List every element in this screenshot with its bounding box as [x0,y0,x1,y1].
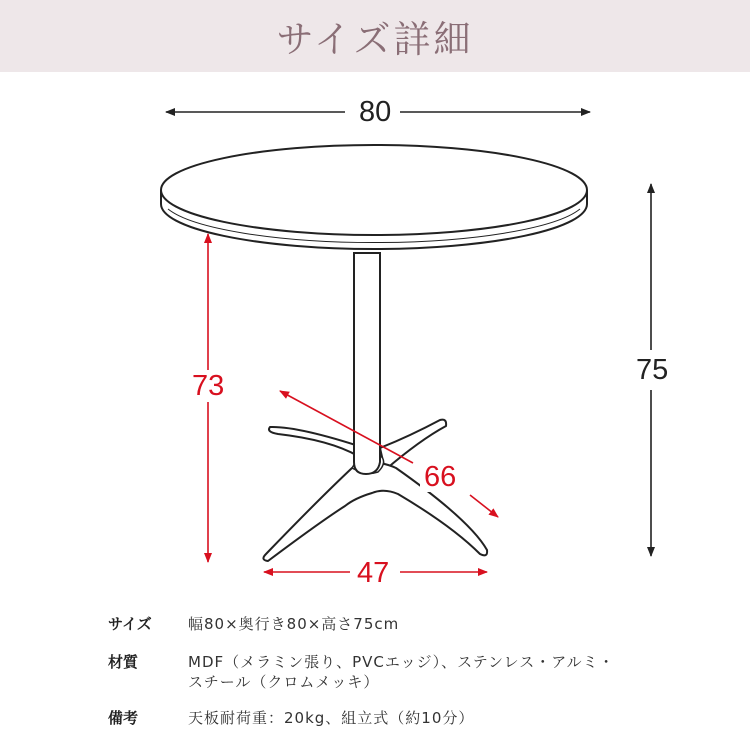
spec-label: 備考 [108,709,139,727]
table-dimension-diagram [0,72,750,602]
dimension-base-diagonal-label: 66 [420,463,460,492]
dimension-total-height-label: 75 [632,356,672,385]
base-leg-back-left [269,427,365,456]
spec-line: MDF（メラミン張り、PVCエッジ）、ステンレス・アルミ・ [188,653,615,671]
spec-line: スチール（クロムメッキ） [188,673,380,691]
spec-label: 材質 [108,653,139,671]
header-banner [0,0,750,72]
spec-value [188,652,648,692]
table-top-surface [161,145,587,235]
spec-row-material [108,652,648,692]
dimension-under-top-height-label: 73 [188,372,228,401]
page-title: サイズ詳細 [276,18,474,61]
dim-66-arrow-right [470,495,498,517]
dim-66-arrow-left [280,391,413,463]
spec-label: サイズ [108,615,152,633]
dimension-width-label: 80 [355,98,395,127]
table-pole [354,253,380,474]
spec-row-size [108,614,648,634]
spec-line: 天板耐荷重：20kg、組立式（約10分） [188,709,475,727]
table-illustration [0,72,750,602]
spec-value [188,708,648,728]
dimension-base-width-label: 47 [353,559,393,588]
table-top [161,145,587,249]
spec-line: 幅80×奥行き80×高さ75cm [188,615,400,633]
spec-value [188,614,648,634]
spec-row-notes [108,708,648,728]
